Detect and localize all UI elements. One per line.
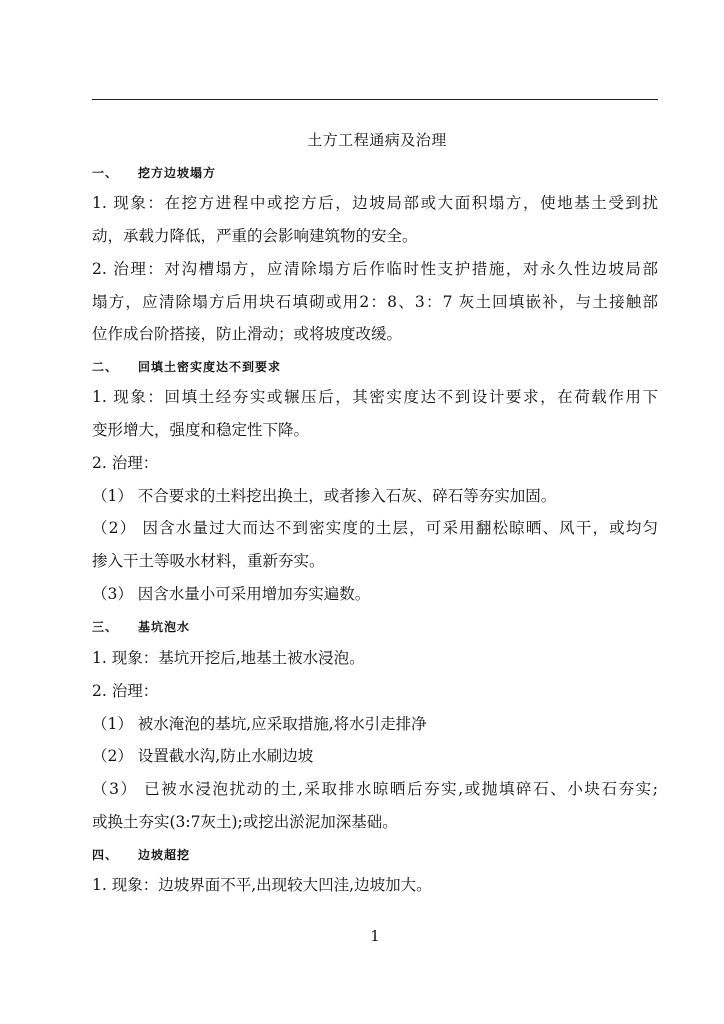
paragraph-line: 1. 现象：边坡界面不平,出现较大凹洼,边坡加大。 <box>92 876 432 894</box>
paragraph-line: 1. 现象：基坑开挖后,地基土被水浸泡。 <box>92 649 365 667</box>
paragraph-line: （1） 不合要求的土料挖出换土，或者掺入石灰、碎石等夯实加固。 <box>92 487 557 505</box>
document-title: 土方工程通病及治理 <box>307 131 447 149</box>
paragraph-line: 1. 现象：在挖方进程中或挖方后，边坡局部或大面积塌方，使地基土受到扰 <box>92 194 658 212</box>
section-title: 边坡超挖 <box>138 848 191 862</box>
section-heading-1 <box>92 163 216 183</box>
section-title: 挖方边坡塌方 <box>138 166 217 180</box>
section-number: 二、 <box>92 360 119 374</box>
paragraph-line: 位作成台阶搭接，防止滑动；或将坡度改缓。 <box>92 325 403 343</box>
paragraph-line: （2） 设置截水沟,防止水刷边坡 <box>92 747 314 765</box>
section-number: 一、 <box>92 166 119 180</box>
paragraph-line: 变形增大，强度和稳定性下降。 <box>92 421 310 439</box>
header-rule <box>92 99 658 100</box>
paragraph-line: 1. 现象：回填土经夯实或辗压后，其密实度达不到设计要求，在荷载作用下 <box>92 388 658 406</box>
paragraph-line: （2） 因含水量过大而达不到密实度的土层，可采用翻松晾晒、风干，或均匀 <box>92 519 658 537</box>
paragraph-line: 或换土夯实(3:7灰土);或挖出淤泥加深基础。 <box>92 813 398 831</box>
section-number: 四、 <box>92 848 119 862</box>
paragraph-line: 2. 治理： <box>92 454 159 472</box>
paragraph-line: （3） 已被水浸泡扰动的土,采取排水晾晒后夯实,或抛填碎石、小块石夯实; <box>92 780 658 798</box>
paragraph-line: 动，承载力降低，严重的会影响建筑物的安全。 <box>92 227 418 245</box>
paragraph-line: 2. 治理：对沟槽塌方，应清除塌方后作临时性支护措施，对永久性边坡局部 <box>92 260 658 278</box>
section-heading-3 <box>92 617 190 637</box>
page-number: 1 <box>370 927 380 945</box>
paragraph-line: 2. 治理： <box>92 682 159 700</box>
section-title: 回填土密实度达不到要求 <box>138 360 282 374</box>
section-heading-2 <box>92 357 281 377</box>
paragraph-line: 掺入干土等吸水材料，重新夯实。 <box>92 552 325 570</box>
paragraph-line: 塌方，应清除塌方后用块石填砌或用2：8、3：7 灰土回填嵌补，与土接触部 <box>92 293 658 311</box>
section-number: 三、 <box>92 620 119 634</box>
paragraph-line: （3） 因含水量小可采用增加夯实遍数。 <box>92 585 371 603</box>
section-title: 基坑泡水 <box>138 620 191 634</box>
paragraph-line: （1） 被水淹泡的基坑,应采取措施,将水引走排净 <box>92 715 427 733</box>
section-heading-4 <box>92 845 190 865</box>
